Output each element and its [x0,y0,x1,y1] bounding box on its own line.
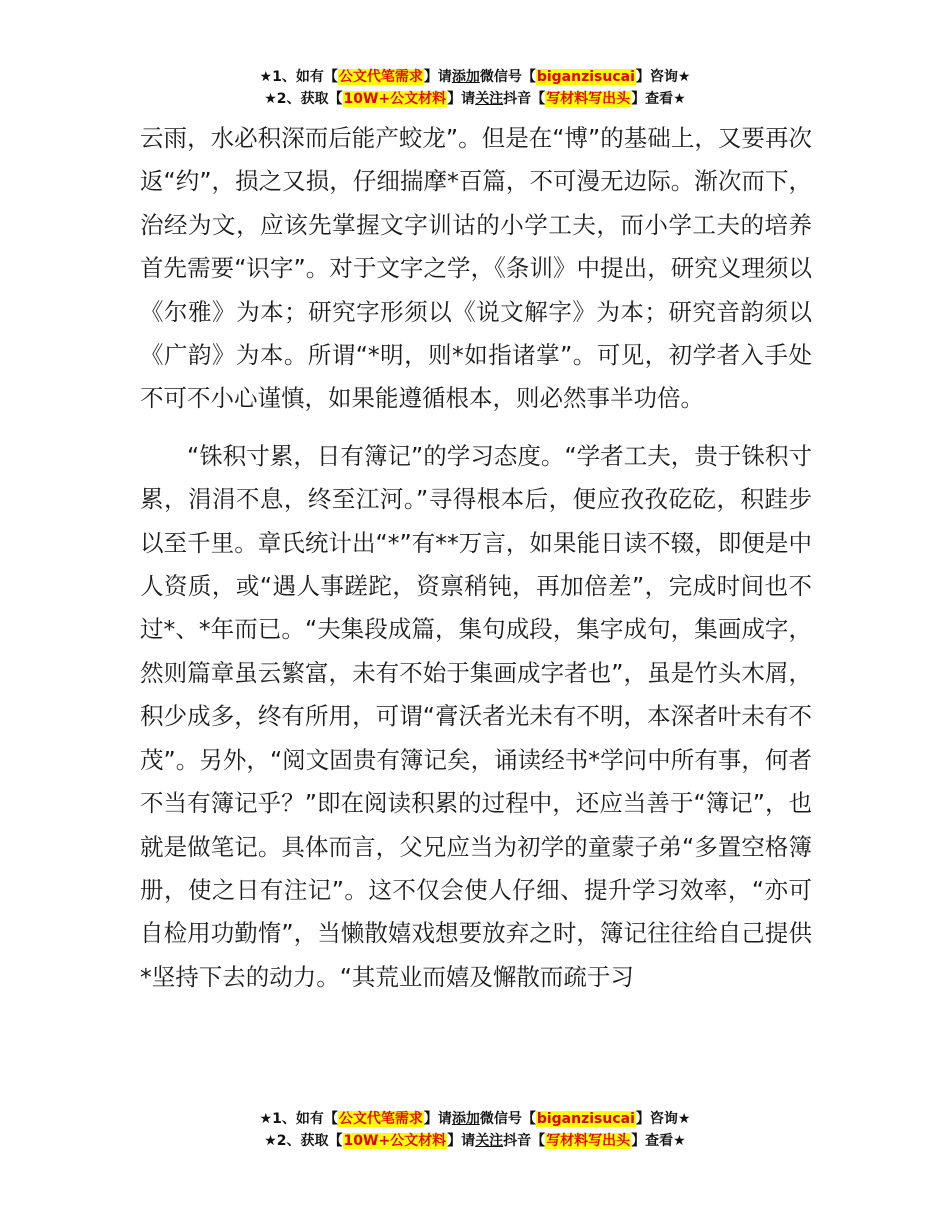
footer-line-2-pre: ★2、获取【 [264,1133,343,1149]
footer-line-1-pre: ★1、如有【 [259,1111,338,1127]
header-line-1-pre: ★1、如有【 [259,69,338,85]
header-line-1 [0,66,950,88]
header-line-2 [0,88,950,110]
footer-banner [0,1108,950,1152]
footer-line-1-mid1: 】请 [423,1111,452,1127]
footer-line-1 [0,1108,950,1130]
paragraph-1: 云雨，水必积深而后能产蛟龙”。但是在“博”的基础上，又要再次返“约”，损之又损，仔细揣摩*百篇，不可漫无边际。渐次而下，治经为文，应该先掌握文字训诂的小学工夫，而小学工夫的培养首先需要“识字”。对于文字之学，《条训》中提出，研究义理须以《尔雅》为本；研究字形须以《说文解字》为本；研究音韵须以《广韵》为本。所谓“*明，则*如指诸掌”。可见，初学者入手处不可不小心谨慎，如果能遵循根本，则必然事半功倍。 [140,124,812,413]
header-line-1-mid1: 】请 [423,69,452,85]
footer-line-2-underlined: 关注 [475,1133,504,1149]
header-line-1-post: 】咨询★ [635,69,691,85]
footer-line-2 [0,1130,950,1152]
header-line-1-underlined: 添加 [451,69,480,85]
header-line-1-highlight-wechat-id: biganzisucai [536,69,635,85]
footer-line-2-highlight-materials: 10W+公文材料 [343,1133,447,1149]
header-line-2-underlined: 关注 [475,91,504,107]
footer-line-2-mid2: 抖音【 [503,1133,546,1149]
footer-line-2-post: 】查看★ [631,1133,686,1149]
footer-line-1-highlight-service: 公文代笔需求 [338,1111,423,1127]
header-line-2-pre: ★2、获取【 [264,91,343,107]
header-line-2-highlight-materials: 10W+公文材料 [343,91,447,107]
footer-line-1-underlined: 添加 [451,1111,480,1127]
header-line-1-highlight-service: 公文代笔需求 [338,69,423,85]
header-line-2-mid1: 】请 [447,91,476,107]
header-line-2-post: 】查看★ [631,91,686,107]
footer-line-1-post: 】咨询★ [635,1111,691,1127]
footer-line-1-highlight-wechat-id: biganzisucai [536,1111,635,1127]
footer-line-2-mid1: 】请 [447,1133,476,1149]
paragraph-2: “铢积寸累，日有簿记”的学习态度。“学者工夫，贵于铢积寸累，涓涓不息，终至江河。”寻得根本后，便应孜孜矻矻，积跬步以至千里。章氏统计出“*”有**万言，如果能日读不辍，即便是中人资质，或“遇人事蹉跎，资禀稍钝，再加倍差”，完成时间也不过*、*年而已。“夫集段成篇，集句成段，集字成句，集画成字，然则篇章虽云繁富，未有不始于集画成字者也”，虽是竹头木屑，积少成多，终有所用，可谓“膏沃者光未有不明，本深者叶未有不茂”。另外，“阅文固贵有簿记矣，诵读经书*学问中所有事，何者不当有簿记乎？”即在阅读积累的过程中，还应当善于“簿记”，也就是做笔记。具体而言，父兄应当为初学的童蒙子弟“多置空格簿册，使之日有注记”。这不仅会使人仔细、提升学习效率，“亦可自检用功勤惰”，当懒散嬉戏想要放弃之时，簿记往往给自己提供*坚持下去的动力。“其荒业而嬉及懈散而疏于习 [140,441,812,991]
footer-line-2-highlight-douyin: 写材料写出头 [546,1133,631,1149]
footer-line-1-mid2: 微信号【 [479,1111,536,1127]
header-line-2-mid2: 抖音【 [503,91,546,107]
header-line-1-mid2: 微信号【 [479,69,536,85]
document-body [140,117,812,999]
header-banner [0,66,950,110]
header-line-2-highlight-douyin: 写材料写出头 [546,91,631,107]
